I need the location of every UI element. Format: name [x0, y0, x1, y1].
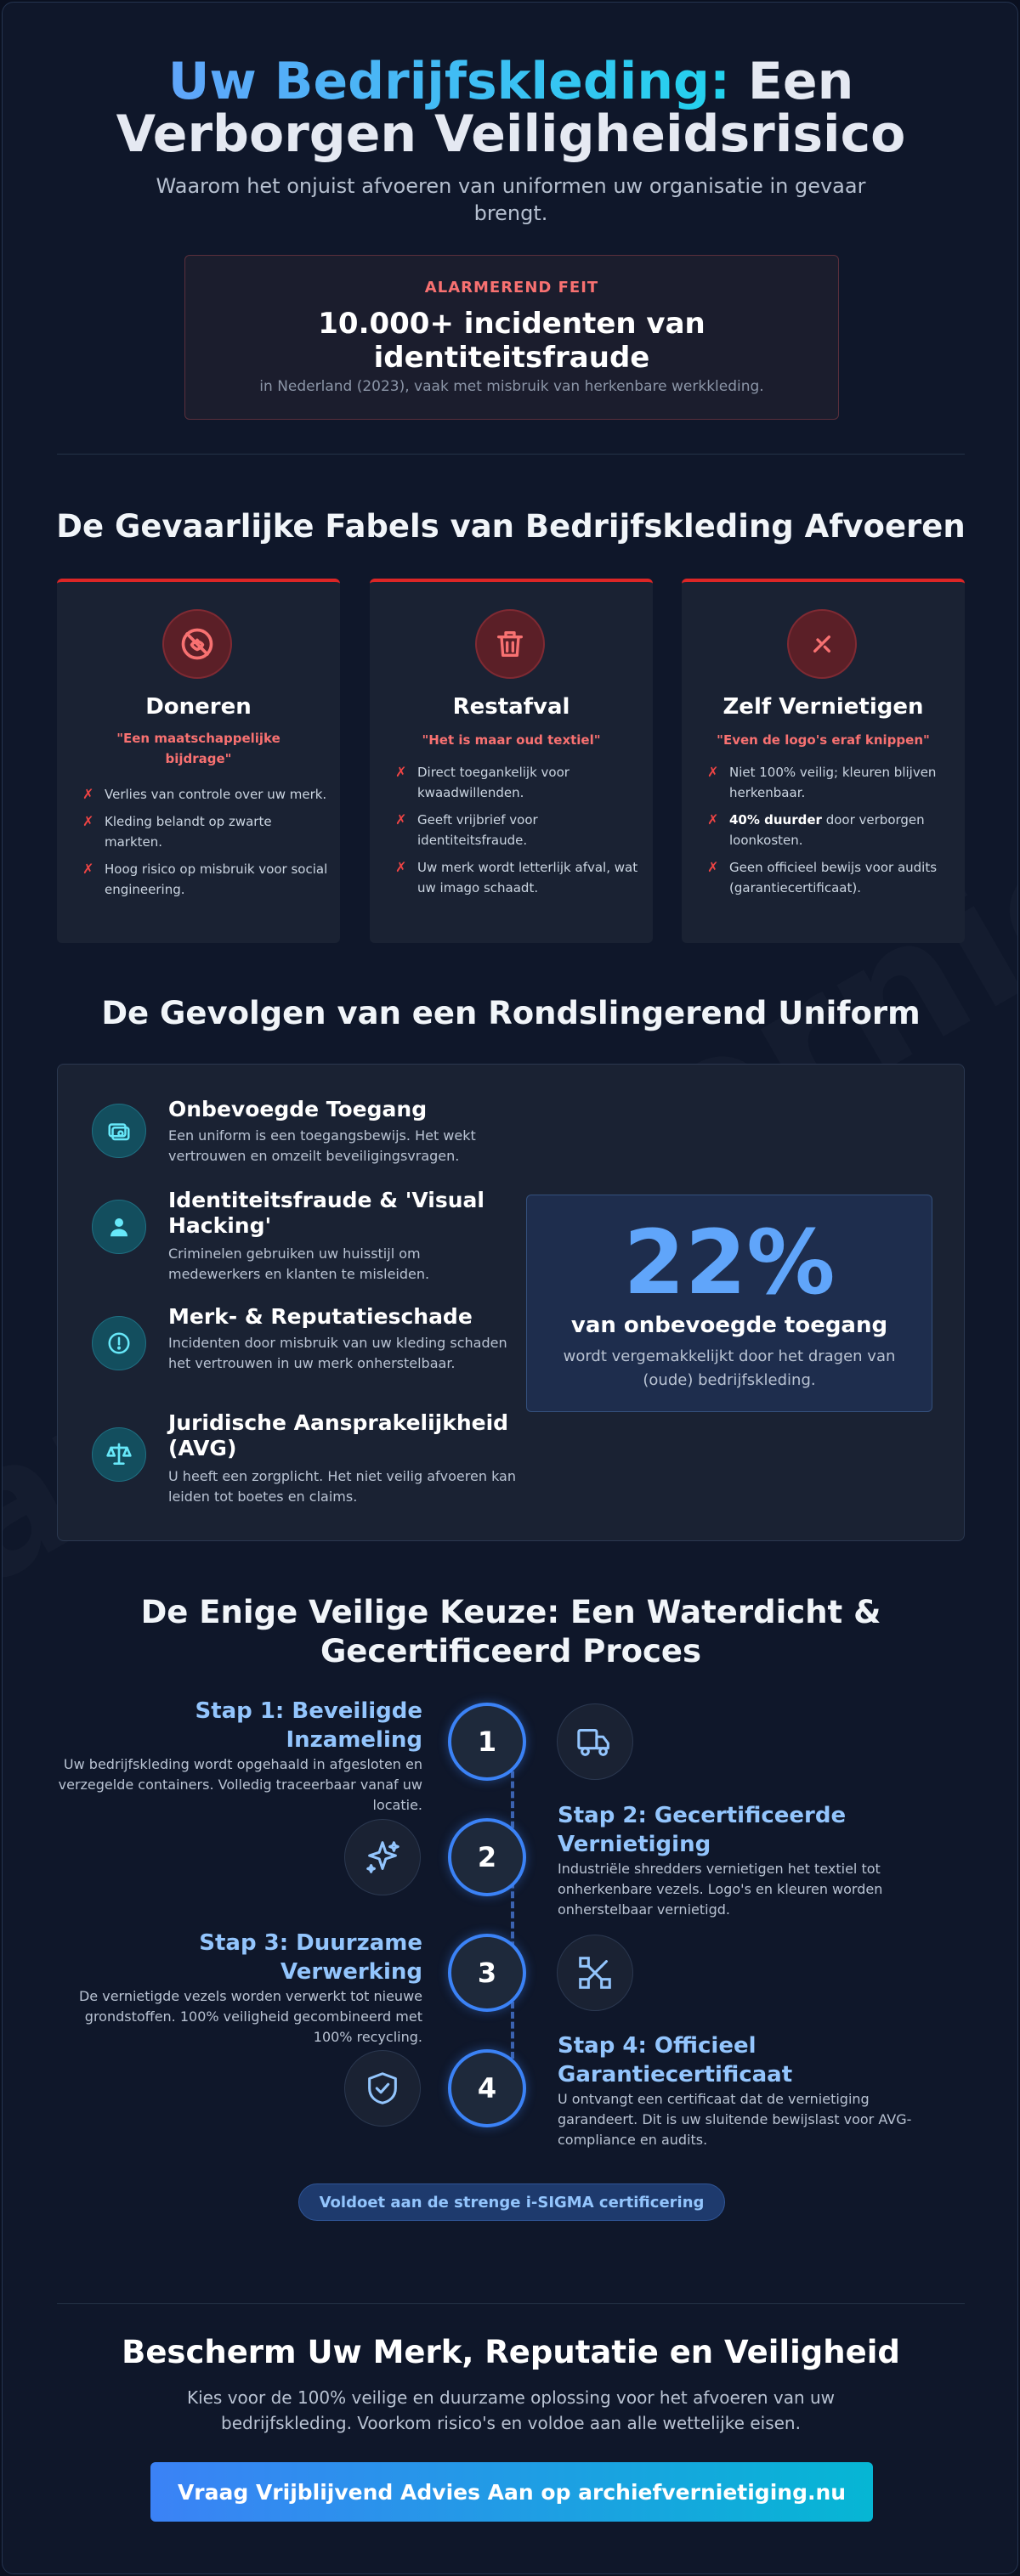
alarm-note: in Nederland (2023), vaak met misbruik van herkenbare werkkleding. — [259, 378, 764, 395]
step-title: Stap 1: Beveiligde Inzameling — [195, 1698, 422, 1753]
consequence-title: Juridische Aansprakelijkheid (AVG) — [168, 1410, 509, 1460]
myth-card-restafval — [370, 579, 653, 943]
step-title: Stap 3: Duurzame Verwerking — [199, 1930, 422, 1985]
process-title: De Enige Veilige Keuze: Een Waterdicht & Gecertificeerd Proces — [140, 1594, 881, 1669]
myth-title: Restafval — [452, 694, 570, 720]
myth-title: Doneren — [145, 694, 252, 720]
access-card-icon — [92, 1104, 146, 1158]
sparkle-icon — [344, 1819, 421, 1895]
page-subtitle: Waarom het onjuist afvoeren van uniformen uw organisatie in gevaar brengt. — [156, 174, 866, 225]
user-icon — [92, 1200, 146, 1254]
cross-icon: ✗ — [395, 811, 407, 828]
stat-box — [526, 1195, 932, 1412]
alarm-box — [184, 255, 839, 420]
trash-icon — [475, 609, 545, 679]
cta-subtitle: Kies voor de 100% veilige en duurzame oplossing voor het afvoeren van uw bedrijfskleding. Voorkom risico's en voldoe aan alle wettelijke eisen. — [186, 2387, 836, 2433]
list-item: ✗ Hoog risico op misbruik voor social engineering. — [82, 861, 328, 897]
step-2-number: 2 — [448, 1818, 526, 1896]
stat-desc: wordt vergemakkelijkt door het dragen van (oude) bedrijfskleding. — [563, 1347, 896, 1389]
step-4-number: 4 — [448, 2049, 526, 2127]
myth-quote: "Even de logo's eraf knippen" — [717, 732, 930, 748]
cross-icon: ✗ — [82, 813, 94, 829]
title-line-2: Verborgen Veiligheidsrisico — [116, 105, 906, 164]
step-desc: U ontvangt een certificaat dat de vernietiging garandeert. Dit is uw sluitende bewijslast voor AVG-compliance en audits. — [558, 2091, 912, 2148]
step-desc: Uw bedrijfskleding wordt opgehaald in afgesloten en verzegelde containers. Volledig traceerbaar vanaf uw locatie. — [58, 1756, 422, 1813]
page-title — [3, 52, 1018, 164]
divider — [57, 454, 965, 455]
step-desc: Industriële shredders vernietigen het textiel tot onherkenbare vezels. Logo's en kleuren worden onherstelbaar vernietigd. — [558, 1861, 883, 1918]
step-2-text — [558, 1801, 932, 1920]
cross-icon: ✗ — [707, 811, 719, 828]
myth-quote: "Een maatschappelijke bijdrage" — [116, 731, 280, 766]
list-item: ✗ Kleding belandt op zwarte markten. — [82, 813, 272, 850]
shield-check-icon — [344, 2050, 421, 2127]
title-accent: Uw Bedrijfskleding: — [167, 52, 730, 111]
recycle-nodes-icon — [557, 1935, 633, 2011]
list-item: ✗ Verlies van controle over uw merk. — [82, 784, 329, 805]
step-3-text — [54, 1929, 422, 2048]
myth-card-zelf-vernietigen — [682, 579, 965, 943]
list-item: ✗ Direct toegankelijk voor kwaadwillenden. — [395, 764, 570, 800]
step-3-number: 3 — [448, 1934, 526, 2012]
list-item: ✗ Uw merk wordt letterlijk afval, wat uw imago schaadt. — [395, 859, 638, 895]
title-rest: Een — [747, 52, 854, 111]
consequence-desc: Een uniform is een toegangsbewijs. Het wekt vertrouwen en omzeilt beveiligingsvragen. — [168, 1127, 476, 1164]
myth-title: Zelf Vernietigen — [722, 694, 924, 720]
list-item: ✗ Geeft vrijbrief voor identiteitsfraude. — [395, 811, 538, 848]
cta-title: Bescherm Uw Merk, Reputatie en Veiligheid — [122, 2334, 900, 2370]
timeline-line — [511, 1761, 514, 2059]
cross-icon: ✗ — [707, 764, 719, 780]
myth-card-doneren — [57, 579, 340, 943]
myth-quote: "Het is maar oud textiel" — [422, 732, 601, 748]
list-item: ✗ 40% duurder door verborgen loonkosten. — [707, 811, 925, 848]
step-title: Stap 2: Gecertificeerde Vernietiging — [558, 1803, 847, 1857]
step-desc: De vernietigde vezels worden verwerkt tot nieuwe grondstoffen. 100% veiligheid gecombineerd met 100% recycling. — [78, 1988, 422, 2045]
cross-icon: ✗ — [82, 786, 94, 802]
consequences-panel — [57, 1064, 965, 1541]
scales-icon — [92, 1427, 146, 1482]
cross-icon: ✗ — [395, 764, 407, 780]
cross-icon: ✗ — [82, 861, 94, 877]
cta-button[interactable]: Vraag Vrijblijvend Advies Aan op archiefvernietiging.nu — [150, 2462, 873, 2522]
cross-icon: ✗ — [395, 859, 407, 875]
stat-value: 22% — [623, 1211, 836, 1314]
consequence-title: Identiteitsfraude & 'Visual Hacking' — [168, 1188, 484, 1238]
alert-icon — [92, 1316, 146, 1370]
alarm-headline: 10.000+ incidenten van identiteitsfraude — [318, 307, 706, 375]
list-item: ✗ Niet 100% veilig; kleuren blijven herkenbaar. — [707, 764, 937, 800]
consequences-title: De Gevolgen van een Rondslingerend Uniform — [101, 995, 921, 1031]
stat-label: van onbevoegde toegang — [570, 1313, 888, 1338]
certification-badge: Voldoet aan de strenge i-SIGMA certificering — [298, 2183, 725, 2221]
step-4-text — [558, 2031, 932, 2150]
consequence-title: Onbevoegde Toegang — [168, 1097, 428, 1121]
infographic-page — [2, 2, 1018, 2574]
list-item: ✗ Geen officieel bewijs voor audits (garantiecertificaat). — [707, 859, 938, 895]
consequence-desc: Criminelen gebruiken uw huisstijl om medewerkers en klanten te misleiden. — [168, 1246, 430, 1282]
myth-points — [82, 784, 329, 907]
myth-points — [707, 762, 954, 905]
step-1-text — [54, 1697, 422, 1816]
consequence-title: Merk- & Reputatieschade — [168, 1304, 473, 1329]
truck-icon — [557, 1703, 633, 1780]
step-1-number: 1 — [448, 1703, 526, 1781]
divider — [57, 2303, 965, 2304]
myths-title: De Gevaarlijke Fabels van Bedrijfskleding Afvoeren — [56, 508, 966, 545]
alarm-label: ALARMEREND FEIT — [424, 279, 599, 297]
no-donate-icon — [162, 609, 232, 679]
consequence-desc: U heeft een zorgplicht. Het niet veilig afvoeren kan leiden tot boetes en claims. — [168, 1468, 516, 1505]
consequence-desc: Incidenten door misbruik van uw kleding schaden het vertrouwen in uw merk onherstelbaar. — [168, 1335, 507, 1371]
scissors-icon — [787, 609, 857, 679]
cross-icon: ✗ — [707, 859, 719, 875]
myth-points — [395, 762, 642, 905]
step-title: Stap 4: Officieel Garantiecertificaat — [558, 2033, 793, 2087]
